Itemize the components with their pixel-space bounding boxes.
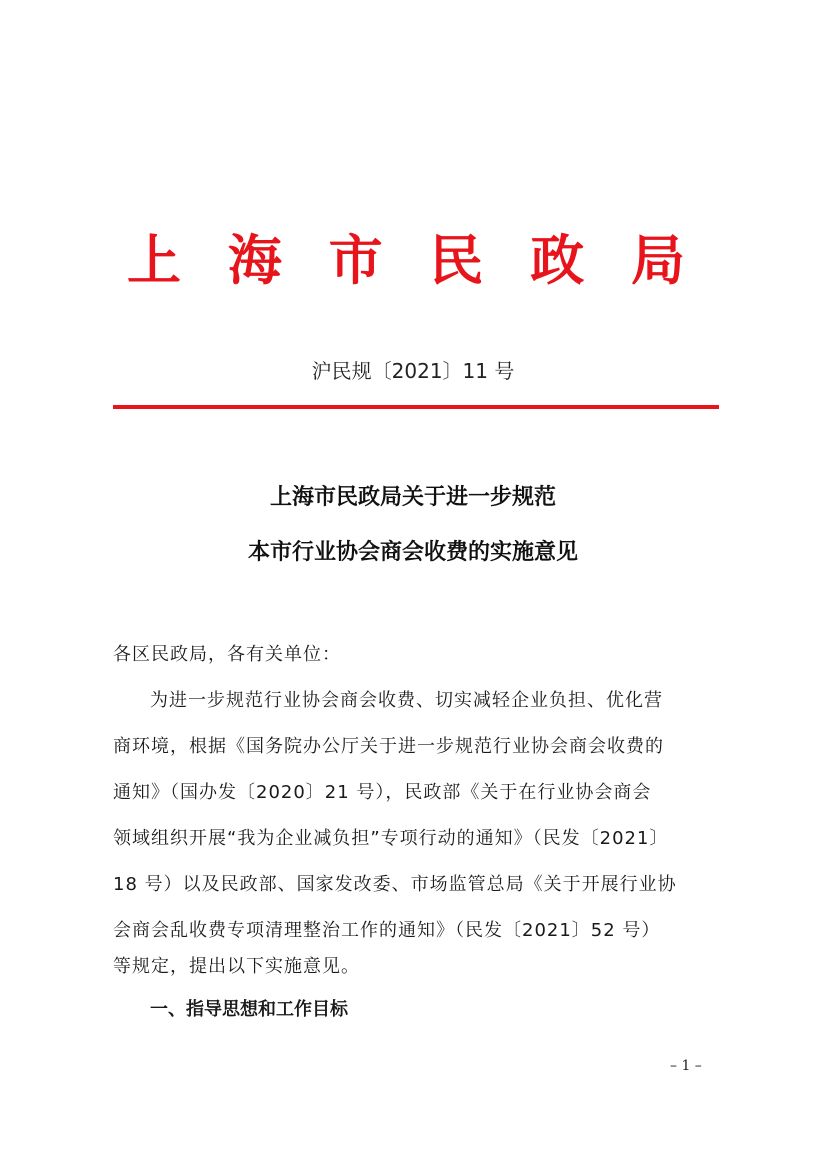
- document-number: 沪民规〔2021〕11 号: [311, 359, 515, 383]
- paragraph-line: 商环境，根据《国务院办公厅关于进一步规范行业协会商会收费的: [113, 736, 664, 757]
- page-number: – 1 –: [670, 1058, 702, 1074]
- section-heading: 一、指导思想和工作目标: [150, 999, 348, 1020]
- paragraph-line: 领域组织开展“我为企业减负担”专项行动的通知》（民发〔2021〕: [113, 828, 669, 849]
- salutation: 各区民政局，各有关单位：: [113, 644, 341, 665]
- red-separator-line: [113, 405, 719, 409]
- paragraph-line: 等规定，提出以下实施意见。: [113, 956, 360, 977]
- document-title-line-1: 上海市民政局关于进一步规范: [269, 485, 556, 510]
- paragraph-line: 18 号）以及民政部、国家发改委、市场监管总局《关于开展行业协: [113, 874, 677, 895]
- paragraph-line: 会商会乱收费专项清理整治工作的通知》（民发〔2021〕52 号）: [113, 920, 661, 941]
- issuer-masthead: 上 海 市 民 政 局: [127, 229, 699, 292]
- paragraph-line: 为进一步规范行业协会商会收费、切实减轻企业负担、优化营: [150, 690, 663, 711]
- paragraph-line: 通知》（国办发〔2020〕21 号），民政部《关于在行业协会商会: [113, 782, 652, 803]
- document-title-line-2: 本市行业协会商会收费的实施意见: [247, 540, 578, 565]
